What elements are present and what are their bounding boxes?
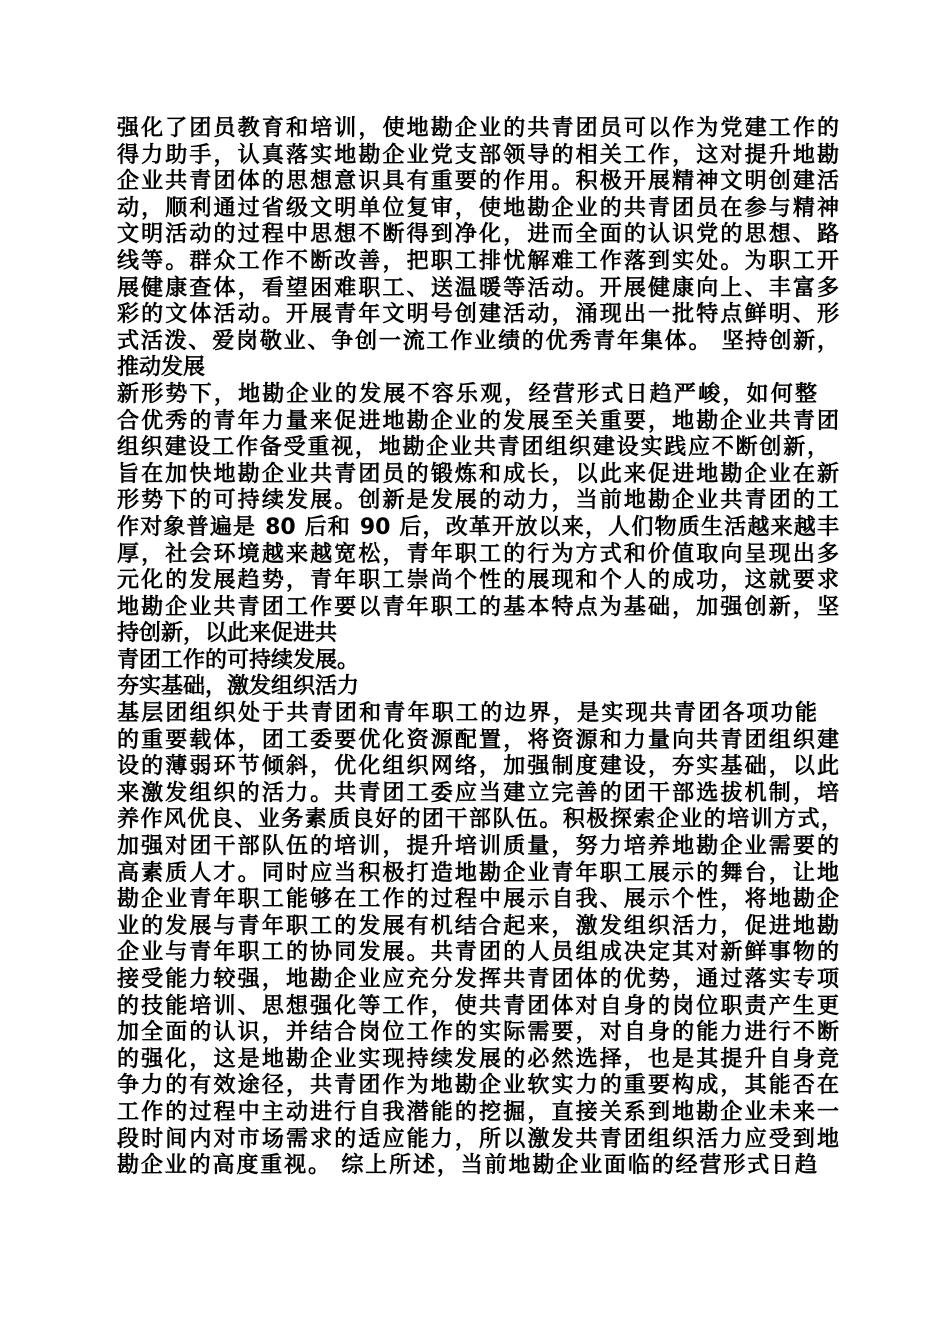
text-line: 持创新，以此来促进共 [117,621,338,647]
text-line: 高素质人才。同时应当积极打造地勘企业青年职工展示的舞台，让地 [117,860,839,886]
text-line: 争力的有效途径，共青团作为地勘企业软实力的重要构成，其能否在 [117,1073,839,1099]
text-line: 组织建设工作备受重视，地勘企业共青团组织建设实践应不断创新， [117,435,829,461]
text-line: 段时间内对市场需求的适应能力，所以激发共青团组织活力应受到地 [117,1126,839,1152]
section-heading: 夯实基础，激发组织活力 [117,674,360,700]
text-line: 文明活动的过程中思想不断得到净化，进而全面的认识党的思想、路 [117,222,839,248]
text-line: 养作风优良、业务素质良好的团干部队伍。积极探索企业的培训方式， [117,807,843,833]
text-line: 业的发展与青年职工的发展有机结合起来，激发组织活力，促进地勘 [117,913,839,939]
text-line: 的强化，这是地勘企业实现持续发展的必然选择，也是其提升自身竞 [117,1046,839,1072]
text-line: 基层团组织处于共青团和青年职工的边界，是实现共青团各项功能 [117,701,817,727]
text-line: 接受能力较强，地勘企业应充分发挥共青团体的优势，通过落实专项 [117,967,839,992]
text-line: 元化的发展趋势，青年职工崇尚个性的展现和个人的成功，这就要求 [117,568,839,594]
text-line: 加全面的认识，并结合岗位工作的实际需要，对自身的能力进行不断 [117,1020,839,1046]
text-line: 展健康查体，看望困难职工、送温暖等活动。开展健康向上、丰富多 [117,275,839,301]
text-line: 形势下的可持续发展。创新是发展的动力，当前地勘企业共青团的工 [117,488,839,514]
text-line: 来激发组织的活力。共青团工委应当建立完善的团干部选拔机制，培 [117,780,839,806]
text-line: 旨在加快地勘企业共青团员的锻炼和成长，以此来促进地勘企业在新 [117,461,839,487]
text-line: 勘企业青年职工能够在工作的过程中展示自我、展示个性，将地勘企 [117,887,839,913]
text-line: 加强对团干部队伍的培训，提升培训质量，努力培养地勘企业需要的 [117,834,839,860]
text-line: 彩的文体活动。开展青年文明号创建活动，涌现出一批特点鲜明、形 [117,302,839,328]
text-line: 厚，社会环境越来越宽松，青年职工的行为方式和价值取向呈现出多 [117,541,839,567]
text-line: 强化了团员教育和培训，使地勘企业的共青团员可以作为党建工作的 [117,116,839,141]
text-line: 勘企业的高度重视。 综上所述，当前地勘企业面临的经营形式日趋 [117,1153,817,1179]
text-line: 青团工作的可持续发展。 [117,647,360,673]
text-line: 设的薄弱环节倾斜，优化组织网络，加强制度建设，夯实基础，以此 [117,754,839,780]
text-line: 工作的过程中主动进行自我潜能的挖掘，直接关系到地勘企业未来一 [117,1099,839,1125]
text-line: 的重要载体，团工委要优化资源配置，将资源和力量向共青团组织建 [117,727,839,753]
text-line: 企业共青团体的思想意识具有重要的作用。积极开展精神文明创建活 [117,169,839,195]
text-line: 线等。群众工作不断改善，把职工排忧解难工作落到实处。为职工开 [117,248,839,274]
text-line: 得力助手，认真落实地勘企业党支部领导的相关工作，这对提升地勘 [117,142,839,168]
text-line: 的技能培训、思想强化等工作，使共青团体对自身的岗位职责产生更 [117,993,839,1019]
text-line: 合优秀的青年力量来促进地勘企业的发展至关重要，地勘企业共青团 [117,408,839,434]
document-page [117,116,843,1180]
text-line: 动，顺利通过省级文明单位复审，使地勘企业的共青团员在参与精神 [117,195,839,221]
text-line: 企业与青年职工的协同发展。共青团的人员组成决定其对新鲜事物的 [117,940,839,966]
text-line: 地勘企业共青团工作要以青年职工的基本特点为基础，加强创新，坚 [117,594,839,620]
text-line: 式活泼、爱岗敬业、争创一流工作业绩的优秀青年集体。 坚持创新， [117,328,839,354]
text-line: 新形势下，地勘企业的发展不容乐观，经营形式日趋严峻，如何整 [117,381,817,407]
section-heading: 推动发展 [117,355,206,381]
text-line: 作对象普遍是 80 后和 90 后，改革开放以来，人们物质生活越来越丰 [117,514,839,540]
